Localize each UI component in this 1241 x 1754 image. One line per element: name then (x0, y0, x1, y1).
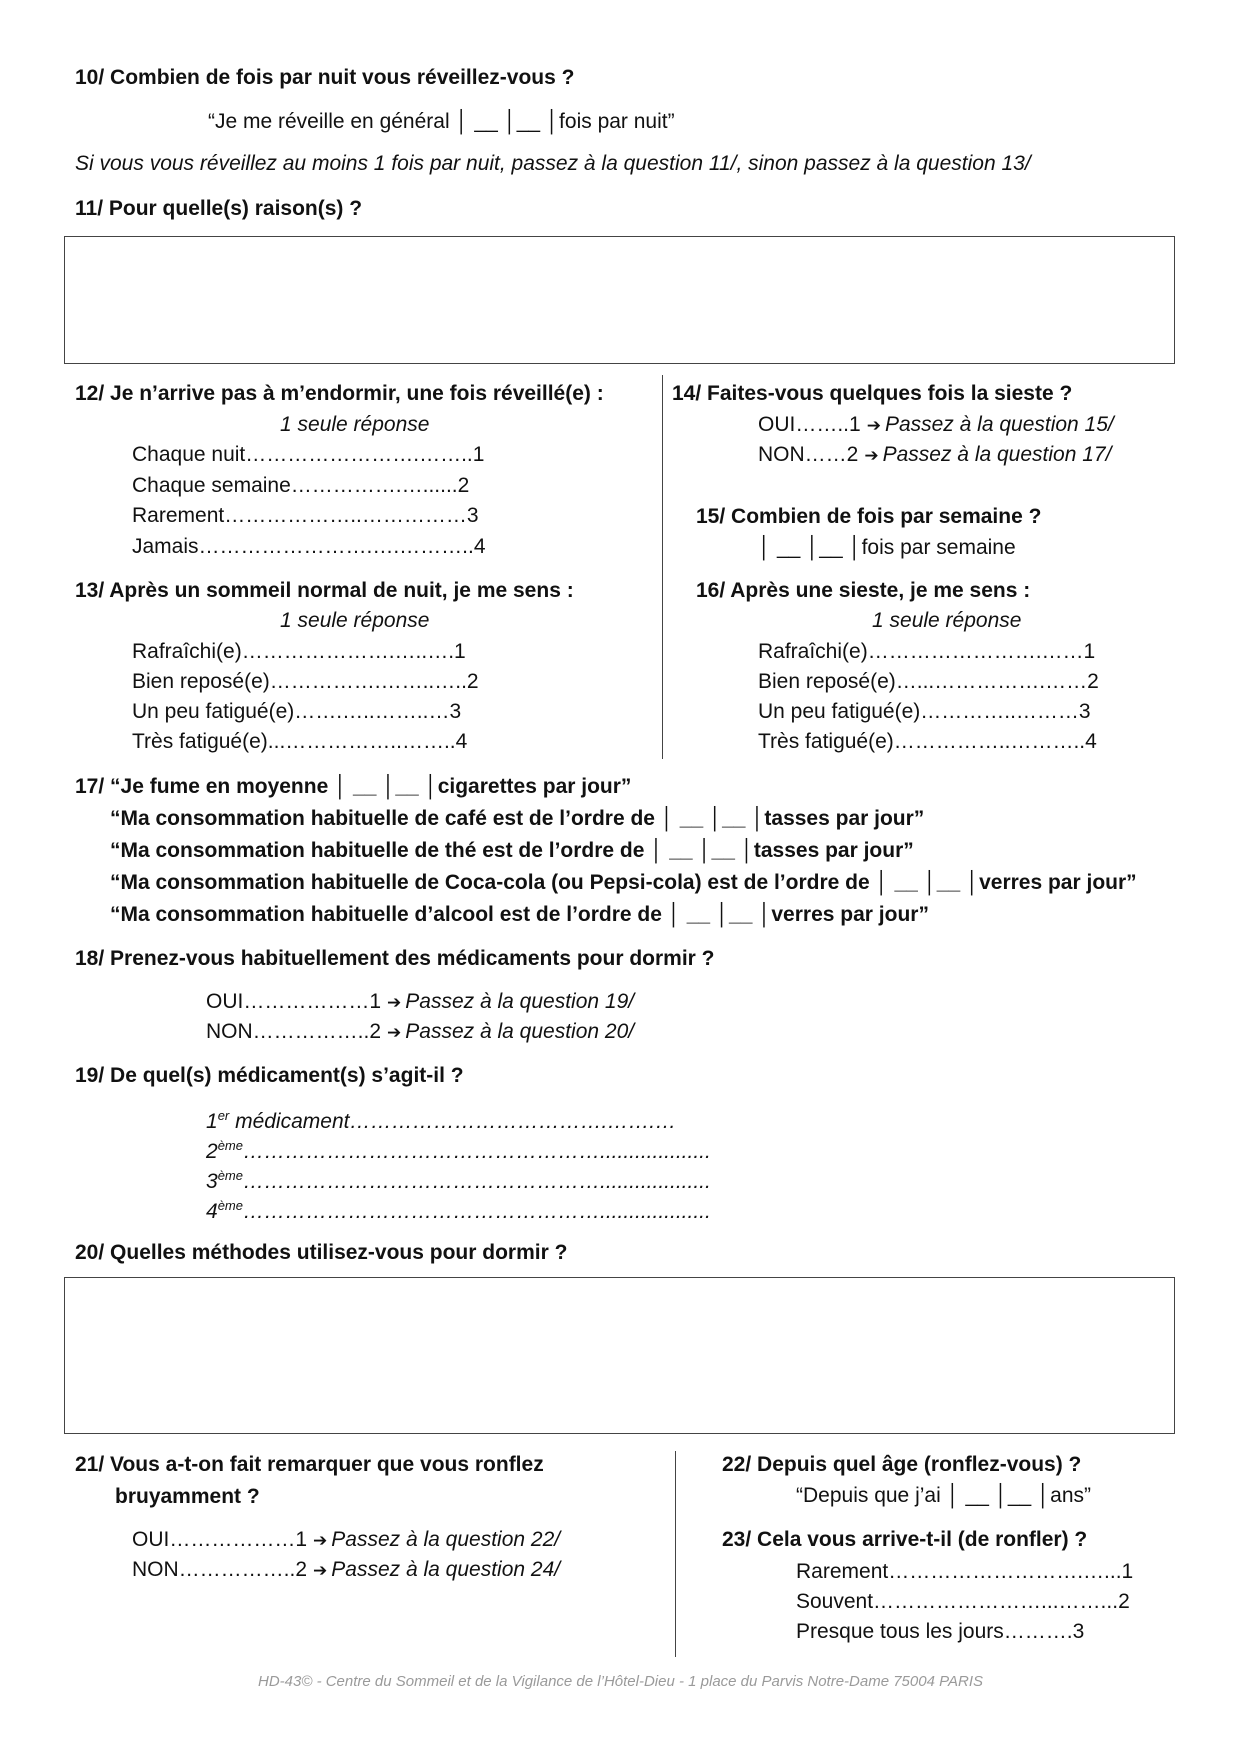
q19-item-sup: er (217, 1108, 230, 1123)
q19-item-4[interactable] (206, 1198, 711, 1224)
arrow-right-icon: ➔ (313, 1561, 328, 1580)
page-footer: HD-43© - Centre du Sommeil et de la Vigilance de l’Hôtel-Dieu - 1 place du Parvis Notre-Dame 75004 PARIS (258, 1673, 983, 1690)
q19-item-num: 3 (206, 1170, 218, 1193)
q21-title: 21/ Vous a-t-on fait remarquer que vous ronflez (75, 1453, 544, 1476)
q23-option[interactable]: Rarement……………………….…...1 (796, 1560, 1134, 1583)
q14-oui-label: OUI……..1 (758, 413, 861, 436)
q18-option-oui[interactable] (206, 990, 634, 1014)
q18-oui-label: OUI………………1 (206, 990, 382, 1013)
q21-option-oui[interactable] (132, 1528, 560, 1552)
q13-note: 1 seule réponse (280, 609, 430, 632)
q12-note: 1 seule réponse (280, 413, 430, 436)
q19-item-sup: ème (217, 1138, 243, 1153)
q19-item-sup: ème (217, 1198, 243, 1213)
arrow-right-icon: ➔ (387, 1023, 402, 1042)
q12-option[interactable]: Rarement………………..……………3 (132, 504, 479, 527)
arrow-right-icon: ➔ (866, 416, 881, 435)
arrow-right-icon: ➔ (313, 1531, 328, 1550)
q23-option[interactable]: Souvent……………………...……...2 (796, 1590, 1130, 1613)
q12-title: 12/ Je n’arrive pas à m’endormir, une fois réveillé(e) : (75, 382, 604, 405)
q13-option[interactable]: Bien reposé(e)…………….……..…..2 (132, 670, 479, 693)
q16-note: 1 seule réponse (872, 609, 1022, 632)
q18-oui-goto: Passez à la question 19/ (405, 990, 635, 1013)
arrow-right-icon: ➔ (387, 993, 402, 1012)
q21-option-non[interactable] (132, 1558, 560, 1582)
q18-option-non[interactable] (206, 1020, 634, 1044)
q19-item-dots: médicament……………………………….…….… (229, 1110, 677, 1133)
q19-item-1[interactable] (206, 1108, 676, 1134)
q16-option[interactable]: Un peu fatigué(e)…………..………3 (758, 700, 1091, 723)
q22-answer-line[interactable]: “Depuis que j’ai │ __ │__ │ans” (796, 1484, 1092, 1507)
q13-title: 13/ Après un sommeil normal de nuit, je me sens : (75, 579, 574, 602)
q14-oui-goto: Passez à la question 15/ (884, 413, 1114, 436)
q17-line-cigarettes[interactable]: 17/ “Je fume en moyenne │ __ │__ │cigarettes par jour” (75, 775, 632, 798)
q19-item-2[interactable] (206, 1138, 711, 1164)
q22-title: 22/ Depuis quel âge (ronflez-vous) ? (722, 1453, 1082, 1476)
q19-item-3[interactable] (206, 1168, 711, 1194)
q20-title: 20/ Quelles méthodes utilisez-vous pour dormir ? (75, 1241, 568, 1264)
q14-title: 14/ Faites-vous quelques fois la sieste ? (672, 382, 1073, 405)
q11-title: 11/ Pour quelle(s) raison(s) ? (75, 197, 363, 220)
q16-option[interactable]: Bien reposé(e)…...…………….……2 (758, 670, 1099, 693)
q18-non-goto: Passez à la question 20/ (405, 1020, 635, 1043)
q11-answer-box[interactable] (64, 236, 1175, 364)
q19-item-dots: ……………………………………………................... (242, 1170, 711, 1193)
q18-title: 18/ Prenez-vous habituellement des médicaments pour dormir ? (75, 947, 715, 970)
q21-oui-label: OUI………………1 (132, 1528, 308, 1551)
q19-title: 19/ De quel(s) médicament(s) s’agit-il ? (75, 1064, 464, 1087)
q19-item-dots: ……………………………………………................... (242, 1200, 711, 1223)
q21-non-goto: Passez à la question 24/ (331, 1558, 561, 1581)
q19-item-dots: ……………………………………………................... (242, 1140, 711, 1163)
q19-item-num: 1 (206, 1110, 218, 1133)
arrow-right-icon: ➔ (864, 446, 879, 465)
q16-title: 16/ Après une sieste, je me sens : (696, 579, 1031, 602)
q23-option[interactable]: Presque tous les jours……….3 (796, 1620, 1085, 1643)
q12-option[interactable]: Jamais…………………….….………..4 (132, 535, 486, 558)
q17-line-the[interactable]: “Ma consommation habituelle de thé est de l’ordre de │ __ │__ │tasses par jour” (110, 839, 914, 862)
q21-oui-goto: Passez à la question 22/ (331, 1528, 561, 1551)
q16-option[interactable]: Très fatigué(e)……………..………..4 (758, 730, 1097, 753)
q14-option-oui[interactable] (758, 413, 1114, 437)
column-divider-top (662, 375, 663, 759)
q10-title: 10/ Combien de fois par nuit vous réveillez-vous ? (75, 66, 575, 89)
q14-non-label: NON……2 (758, 443, 859, 466)
q15-title: 15/ Combien de fois par semaine ? (696, 505, 1042, 528)
q12-option[interactable]: Chaque semaine…………….…......2 (132, 474, 470, 497)
q23-title: 23/ Cela vous arrive-t-il (de ronfler) ? (722, 1528, 1088, 1551)
q14-option-non[interactable] (758, 443, 1111, 467)
q14-non-goto: Passez à la question 17/ (882, 443, 1112, 466)
column-divider-bottom (675, 1451, 676, 1657)
q10-instruction: Si vous vous réveillez au moins 1 fois par nuit, passez à la question 11/, sinon passez à la question 13/ (75, 152, 1031, 175)
q13-option[interactable]: Rafraîchi(e)………………….…..….1 (132, 640, 466, 663)
q21-title-cont: bruyamment ? (115, 1485, 260, 1508)
q10-answer-line[interactable]: “Je me réveille en général │ __ │__ │fois par nuit” (208, 110, 675, 133)
q15-answer-line[interactable]: │ __ │__ │fois par semaine (758, 536, 1016, 559)
q18-non-label: NON……………..2 (206, 1020, 382, 1043)
q17-line-coca[interactable]: “Ma consommation habituelle de Coca-cola (ou Pepsi-cola) est de l’ordre de │ __ │__ │verres par jour” (110, 871, 1137, 894)
q17-line-alcool[interactable]: “Ma consommation habituelle d’alcool est de l’ordre de │ __ │__ │verres par jour” (110, 903, 929, 926)
q13-option[interactable]: Très fatigué(e)...……………..……..4 (132, 730, 468, 753)
q19-item-num: 2 (206, 1140, 218, 1163)
q19-item-sup: ème (217, 1168, 243, 1183)
q17-line-cafe[interactable]: “Ma consommation habituelle de café est de l’ordre de │ __ │__ │tasses par jour” (110, 807, 925, 830)
q21-non-label: NON……………..2 (132, 1558, 308, 1581)
q13-option[interactable]: Un peu fatigué(e)…….…..……..…3 (132, 700, 462, 723)
q12-option[interactable]: Chaque nuit…………………….……..1 (132, 443, 485, 466)
q20-answer-box[interactable] (64, 1277, 1175, 1434)
q16-option[interactable]: Rafraîchi(e)…………………….……1 (758, 640, 1096, 663)
q19-item-num: 4 (206, 1200, 218, 1223)
